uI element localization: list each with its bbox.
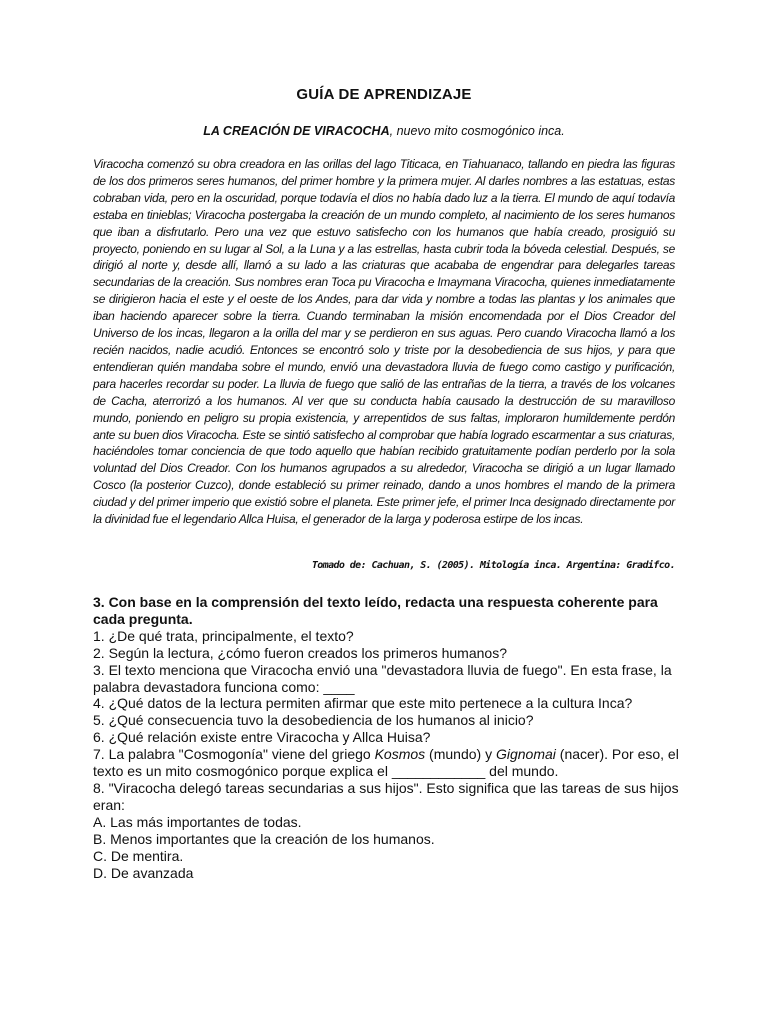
page-title: GUÍA DE APRENDIZAJE [296, 86, 472, 103]
question-7-text-b: (mundo) y [425, 746, 496, 763]
question-7-gignomai: Gignomai [495, 746, 556, 763]
option-c: C. De mentira. [93, 847, 184, 864]
question-6: 6. ¿Qué relación existe entre Viracocha y Allca Huisa? [93, 729, 431, 746]
question-8: 8. "Viracocha delegó tareas secundarias a sus hijos". Esto significa que las tareas de sus hijos eran: [93, 779, 679, 813]
source-citation: Tomado de: Cachuan, S. (2005). Mitología inca. Argentina: Gradifco. [311, 560, 675, 571]
question-7-text-a: 7. La palabra "Cosmogonía" viene del griego [93, 746, 375, 763]
question-5: 5. ¿Qué consecuencia tuvo la desobediencia de los humanos al inicio? [93, 712, 534, 729]
story-subtitle-rest: , nuevo mito cosmogónico inca. [389, 124, 565, 138]
story-subtitle [0, 124, 768, 138]
question-7 [93, 746, 683, 780]
question-1: 1. ¿De qué trata, principalmente, el texto? [93, 627, 354, 644]
questions-section [93, 594, 683, 881]
question-3: 3. El texto menciona que Viracocha envió una "devastadora lluvia de fuego". En esta frase, la palabra devastadora funciona como: ____ [93, 661, 672, 695]
story-title: LA CREACIÓN DE VIRACOCHA [203, 124, 390, 138]
option-b: B. Menos importantes que la creación de los humanos. [93, 830, 435, 847]
option-d: D. De avanzada [93, 864, 194, 881]
option-a: A. Las más importantes de todas. [93, 813, 302, 830]
questions-heading: 3. Con base en la comprensión del texto leído, redacta una respuesta coherente para cada pregunta. [93, 594, 658, 627]
question-7-kosmos: Kosmos [374, 746, 426, 763]
question-7-text-c: (nacer). Por eso, el texto es un mito cosmogónico porque explica el ____________ del mundo. [93, 746, 679, 780]
question-4: 4. ¿Qué datos de la lectura permiten afirmar que este mito pertenece a la cultura Inca? [93, 695, 633, 712]
story-paragraph: Viracocha comenzó su obra creadora en las orillas del lago Titicaca, en Tiahuanaco, tallando en piedra las figuras de los dos primeros seres humanos, del primer hombre y la primera mujer. Al darles nombres a las estatuas, estas cobraban vida, pero en la oscuridad, porque todavía el dios no había dado luz a la tierra. El mundo de aquí todavía estaba en tinieblas; Viracocha postergaba la creación de un mundo completo, al nacimiento de los seres humanos que iban a disfrutarlo. Pero una vez que estuvo satisfecho con los humanos que había creado, prosiguió su proyecto, poniendo en su lugar al Sol, a la Luna y a las estrellas, hasta cubrir toda la bóveda celestial. Después, se dirigió al norte y, desde allí, llamó a su lado a las criaturas que acababa de engendrar para delegarles tareas secundarias de la creación. Sus nombres eran Toca pu Viracocha e Imaymana Viracocha, quienes inmediatamente se dirigieron hacia el este y el oeste de los Andes, para dar vida y nombre a todas las plantas y los animales que iban haciendo aparecer sobre la tierra. Cuando terminaban la misión encomendada por el Dios Creador del Universo de los incas, llegaron a la orilla del mar y se perdieron en sus aguas. Pero cuando Viracocha llamó a los recién nacidos, nadie acudió. Entonces se encontró solo y triste por la desobediencia de sus hijos, y para que entendieran quién mandaba sobre el mundo, envió una devastadora lluvia de fuego como castigo y purificación, para hacerles recordar su poder. La lluvia de fuego que salió de las entrañas de la tierra, a través de los volcanes de Cacha, aterrorizó a los humanos. Al ver que su conducta había causado la destrucción de su maravilloso mundo, poniendo en peligro su propia existencia, y arrepentidos de sus faltas, imploraron humildemente perdón ante su buen dios Viracocha. Este se sintió satisfecho al comprobar que había logrado escarmentar a sus criaturas, haciéndoles tomar conciencia de que todo aquello que habían recibido gratuitamente podían perderlo por la sola voluntad del Dios Creador. Con los humanos agrupados a su alrededor, Viracocha se dirigió a un lugar llamado Cosco (la posterior Cuzco), donde estableció su primer reinado, dando a unos hombres el mando de la primera ciudad y del primer imperio que existió sobre el planeta. Este primer jefe, el primer Inca designado directamente por la divinidad fue el legendario Allca Huisa, el generador de la larga y poderosa estirpe de los incas. [93, 157, 675, 527]
question-2: 2. Según la lectura, ¿cómo fueron creados los primeros humanos? [93, 644, 507, 661]
